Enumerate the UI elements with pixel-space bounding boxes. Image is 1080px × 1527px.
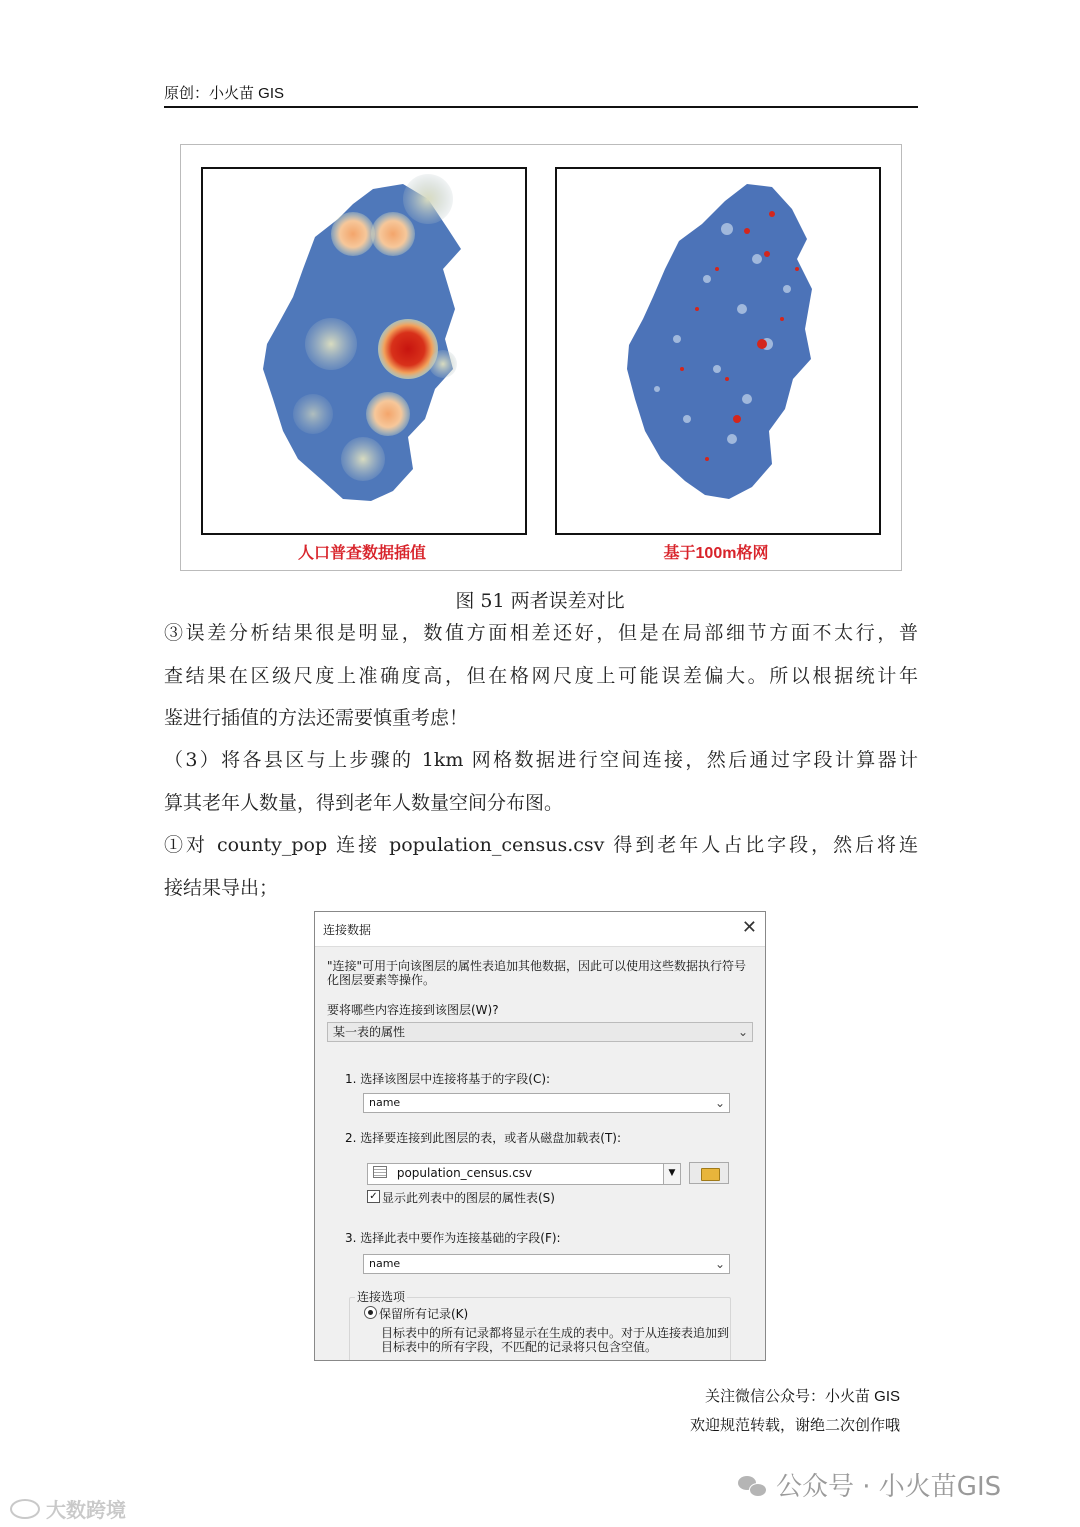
paragraph-step-3 [164, 739, 918, 824]
text-line: 查结果在区级尺度上准确度高，但在格网尺度上可能误差偏大。所以根据统计年 [164, 664, 918, 687]
keep-all-radio[interactable] [364, 1306, 377, 1319]
right-map-caption: 基于100m格网 [663, 545, 769, 562]
dialog-description: "连接"可用于向该图层的属性表追加其他数据，因此可以使用这些数据执行符号化图层要素等操作。 [327, 959, 747, 987]
join-field-select[interactable] [363, 1254, 730, 1274]
step3-label: 3. 选择此表中要作为连接基础的字段(F): [345, 1231, 561, 1245]
keep-all-description: 目标表中的所有记录都将显示在生成的表中。对于从连接表追加到目标表中的所有字段，不匹配的记录将只包含空值。 [381, 1326, 730, 1354]
dialog-title: 连接数据 [323, 923, 372, 937]
corner-watermark-text: 大数跨境 [46, 1498, 126, 1522]
layer-field-select[interactable] [363, 1093, 730, 1113]
text-line: 鉴进行插值的方法还需要慎重考虑！ [164, 707, 469, 729]
join-type-select[interactable] [327, 1022, 753, 1042]
dialog-titlebar [315, 912, 765, 947]
watermark-text: 公众号 · 小火苗GIS [776, 1472, 1002, 1502]
join-field-value: name [369, 1257, 401, 1270]
join-question-label: 要将哪些内容连接到该图层(W)? [327, 1003, 499, 1017]
join-table-value: population_census.csv [396, 1166, 533, 1180]
text-line: 接结果导出； [164, 876, 279, 899]
grid-map-image [557, 169, 879, 533]
footer-repost: 欢迎规范转载，谢绝二次创作哦 [689, 1417, 900, 1434]
interpolation-map [201, 167, 527, 535]
join-data-dialog [314, 911, 766, 1361]
chevron-down-icon: ⌄ [714, 1257, 725, 1271]
text-line: ①对 county_pop 连接 population_census.csv 得到老年人占比字段，然后将连 [164, 834, 918, 856]
chevron-down-icon: ⌄ [737, 1025, 748, 1039]
comparison-figure [180, 144, 902, 571]
figure-caption: 图 51 两者误差对比 [455, 590, 625, 612]
keep-all-label: 保留所有记录(K) [379, 1307, 469, 1321]
page-header: 原创：小火苗 GIS [164, 85, 285, 102]
interpolation-map-image [203, 169, 525, 533]
browse-folder-button[interactable] [689, 1162, 729, 1184]
show-attr-checkbox[interactable]: ✓ [367, 1190, 380, 1203]
step1-label: 1. 选择该图层中连接将基于的字段(C): [345, 1072, 551, 1086]
wechat-watermark [738, 1466, 1001, 1503]
step2-label: 2. 选择要连接到此图层的表，或者从磁盘加载表(T): [345, 1131, 622, 1145]
paragraph-join [164, 824, 918, 909]
show-attr-label: 显示此列表中的图层的属性表(S) [382, 1191, 555, 1205]
close-icon[interactable]: ✕ [741, 917, 757, 938]
logo-icon [10, 1499, 40, 1519]
grid-map [555, 167, 881, 535]
layer-field-value: name [369, 1096, 401, 1109]
left-map-caption: 人口普查数据插值 [297, 545, 426, 562]
footer-follow: 关注微信公众号：小火苗 GIS [704, 1388, 900, 1405]
paragraph-error-analysis [164, 612, 918, 740]
text-line: ③误差分析结果很是明显，数值方面相差还好，但是在局部细节方面不太行，普 [164, 622, 918, 644]
text-line: 算其老年人数量，得到老年人数量空间分布图。 [164, 791, 564, 814]
join-options-label: 连接选项 [357, 1290, 406, 1304]
wechat-icon [738, 1474, 768, 1498]
join-table-select[interactable] [367, 1163, 681, 1185]
text-line: （3）将各县区与上步骤的 1km 网格数据进行空间连接，然后通过字段计算器计 [164, 749, 918, 771]
header-rule [164, 106, 918, 108]
corner-watermark [10, 1494, 126, 1523]
dropdown-arrow-icon: ▼ [663, 1164, 680, 1184]
table-icon [373, 1166, 387, 1178]
join-type-value: 某一表的属性 [333, 1025, 406, 1039]
folder-icon [701, 1168, 720, 1181]
chevron-down-icon: ⌄ [714, 1096, 725, 1110]
